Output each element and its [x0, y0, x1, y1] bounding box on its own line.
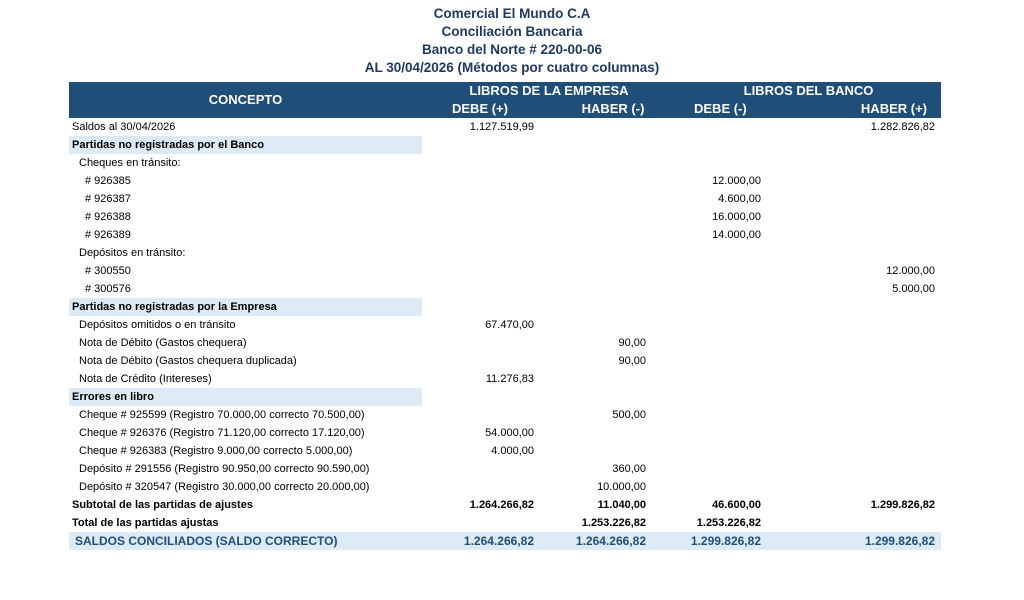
table-row	[69, 334, 941, 352]
cell-e-debe: 4.000,00	[491, 445, 534, 457]
reconciliation-table	[69, 82, 941, 550]
cell-b-haber	[811, 424, 941, 442]
cell-b-haber	[811, 460, 941, 478]
cell-b-debe	[676, 334, 811, 352]
cell-b-haber: 12.000,00	[886, 265, 936, 277]
cell-b-debe	[676, 352, 811, 370]
cell-e-haber: 1.253.226,82	[581, 517, 646, 529]
cell-e-haber	[550, 370, 676, 388]
cell-b-haber: 5.000,00	[892, 283, 936, 295]
cell-b-haber	[811, 334, 941, 352]
cell-e-debe: 1.264.266,82	[422, 532, 550, 550]
cell-e-haber	[550, 244, 676, 262]
cell-b-debe: 12.000,00	[712, 175, 761, 187]
column-header-concept: CONCEPTO	[69, 82, 422, 118]
cell-e-haber	[550, 388, 676, 406]
row-label: Errores en libro	[69, 388, 422, 406]
column-header-empresa-debe: DEBE (+)	[422, 100, 550, 118]
table-row	[69, 460, 941, 478]
cell-e-debe	[422, 136, 550, 154]
row-label: # 926385	[85, 175, 131, 187]
cell-e-haber	[550, 208, 676, 226]
cell-e-haber	[550, 136, 676, 154]
table-row	[69, 514, 941, 532]
table-row	[69, 352, 941, 370]
cell-b-haber	[811, 154, 941, 172]
cell-e-debe	[422, 514, 550, 532]
table-row	[69, 280, 941, 298]
cell-b-haber	[811, 514, 941, 532]
cell-e-debe: 54.000,00	[485, 427, 534, 439]
final-row	[69, 532, 941, 550]
cell-b-debe	[676, 370, 811, 388]
cell-e-haber	[550, 172, 676, 190]
table-row	[69, 496, 941, 514]
cell-e-haber: 360,00	[612, 463, 646, 475]
section-row	[69, 388, 941, 406]
table-row	[69, 208, 941, 226]
cell-e-haber	[550, 226, 676, 244]
table-row	[69, 424, 941, 442]
table-row	[69, 262, 941, 280]
row-label: # 300550	[85, 265, 131, 277]
cell-b-debe	[676, 244, 811, 262]
cell-b-haber	[811, 406, 941, 424]
column-header-libros-empresa: LIBROS DE LA EMPRESA	[422, 82, 676, 100]
report-period: AL 30/04/2026 (Métodos por cuatro columnas)	[364, 60, 660, 75]
row-label: Depósitos en tránsito:	[79, 247, 186, 259]
cell-e-haber: 90,00	[618, 355, 646, 367]
cell-b-debe	[676, 154, 811, 172]
table-row	[69, 226, 941, 244]
cell-e-debe	[422, 334, 550, 352]
table-row	[69, 190, 941, 208]
row-label: # 926387	[85, 193, 131, 205]
cell-b-haber: 1.299.826,82	[870, 499, 936, 511]
cell-b-debe	[676, 460, 811, 478]
report-header	[0, 5, 1024, 77]
row-label: # 926388	[85, 211, 131, 223]
cell-b-debe	[676, 280, 811, 298]
cell-e-debe	[422, 154, 550, 172]
row-label: Depósito # 291556 (Registro 90.950,00 correcto 90.590,00)	[79, 463, 370, 475]
cell-b-debe: 46.600,00	[712, 499, 761, 511]
section-row	[69, 298, 941, 316]
table-row	[69, 370, 941, 388]
cell-b-haber	[811, 370, 941, 388]
cell-b-debe: 16.000,00	[712, 211, 761, 223]
cell-e-debe	[422, 478, 550, 496]
cell-b-haber	[811, 136, 941, 154]
cell-b-debe	[676, 298, 811, 316]
cell-b-haber	[811, 244, 941, 262]
header-row-1	[69, 82, 941, 100]
row-label: Nota de Crédito (Intereses)	[79, 373, 212, 385]
cell-e-debe	[422, 388, 550, 406]
cell-e-haber: 1.264.266,82	[550, 532, 676, 550]
row-label: Nota de Débito (Gastos chequera duplicada)	[79, 355, 297, 367]
cell-e-haber	[550, 316, 676, 334]
cell-b-debe: 1.299.826,82	[676, 532, 811, 550]
table-row	[69, 172, 941, 190]
cell-b-haber	[811, 316, 941, 334]
cell-e-haber	[550, 262, 676, 280]
cell-b-haber	[811, 226, 941, 244]
row-label: Subtotal de las partidas de ajustes	[72, 499, 253, 511]
row-label: Partidas no registradas por el Banco	[69, 136, 422, 154]
cell-e-debe	[422, 298, 550, 316]
cell-b-debe	[676, 388, 811, 406]
cell-b-debe	[676, 118, 811, 136]
cell-e-haber	[550, 154, 676, 172]
cell-b-debe	[676, 136, 811, 154]
cell-b-debe	[676, 316, 811, 334]
cell-e-debe	[422, 172, 550, 190]
cell-b-debe: 4.600,00	[718, 193, 761, 205]
report-title: Conciliación Bancaria	[441, 24, 583, 39]
table-row	[69, 442, 941, 460]
row-label: # 300576	[85, 283, 131, 295]
column-header-empresa-haber: HABER (-)	[550, 100, 676, 118]
cell-e-haber	[550, 280, 676, 298]
cell-b-haber	[811, 172, 941, 190]
cell-b-debe	[676, 262, 811, 280]
cell-e-haber: 10.000,00	[597, 481, 646, 493]
cell-b-haber: 1.282.826,82	[870, 121, 936, 133]
column-header-banco-haber: HABER (+)	[811, 100, 941, 118]
cell-e-debe	[422, 262, 550, 280]
cell-b-debe	[676, 478, 811, 496]
cell-e-debe	[422, 244, 550, 262]
row-label: Depósitos omitidos o en tránsito	[79, 319, 236, 331]
cell-b-debe: 1.253.226,82	[696, 517, 761, 529]
cell-e-debe	[422, 226, 550, 244]
table-row	[69, 244, 941, 262]
cell-e-debe: 11.276,83	[485, 373, 534, 385]
row-label: # 926389	[85, 229, 131, 241]
table-body	[69, 118, 941, 550]
table-row	[69, 154, 941, 172]
cell-b-haber	[811, 190, 941, 208]
cell-b-debe: 14.000,00	[712, 229, 761, 241]
row-label: Cheque # 926376 (Registro 71.120,00 correcto 17.120,00)	[79, 427, 365, 439]
cell-e-haber	[550, 190, 676, 208]
row-label: Depósito # 320547 (Registro 30.000,00 correcto 20.000,00)	[79, 481, 370, 493]
cell-e-debe: 1.127.519,99	[469, 121, 534, 133]
table-row	[69, 478, 941, 496]
cell-e-debe	[422, 352, 550, 370]
table-row	[69, 316, 941, 334]
cell-b-haber	[811, 352, 941, 370]
cell-e-debe: 67.470,00	[485, 319, 534, 331]
row-label: Partidas no registradas por la Empresa	[69, 298, 422, 316]
cell-e-debe	[422, 208, 550, 226]
cell-b-haber	[811, 478, 941, 496]
cell-e-haber	[550, 298, 676, 316]
row-label: Total de las partidas ajustas	[72, 517, 219, 529]
cell-e-haber: 11.040,00	[597, 499, 646, 511]
column-header-banco-debe: DEBE (-)	[676, 100, 811, 118]
cell-e-haber: 500,00	[612, 409, 646, 421]
row-label: Cheque # 926383 (Registro 9.000,00 correcto 5.000,00)	[79, 445, 353, 457]
cell-b-haber	[811, 442, 941, 460]
cell-e-haber	[550, 442, 676, 460]
cell-b-debe	[676, 442, 811, 460]
cell-e-haber: 90,00	[618, 337, 646, 349]
cell-e-debe	[422, 460, 550, 478]
bank-account: Banco del Norte # 220-00-06	[421, 42, 603, 57]
cell-e-haber	[550, 118, 676, 136]
column-header-libros-banco: LIBROS DEL BANCO	[676, 82, 941, 100]
cell-b-haber	[811, 208, 941, 226]
section-row	[69, 136, 941, 154]
cell-b-haber	[811, 298, 941, 316]
cell-b-haber: 1.299.826,82	[811, 532, 941, 550]
cell-e-debe	[422, 280, 550, 298]
table-row	[69, 118, 941, 136]
row-label: Cheques en tránsito:	[79, 157, 181, 169]
row-label: Nota de Débito (Gastos chequera)	[79, 337, 247, 349]
cell-b-haber	[811, 388, 941, 406]
row-label: SALDOS CONCILIADOS (SALDO CORRECTO)	[69, 532, 422, 550]
cell-e-debe	[422, 190, 550, 208]
cell-e-debe	[422, 406, 550, 424]
company-name: Comercial El Mundo C.A	[433, 6, 591, 21]
cell-b-debe	[676, 424, 811, 442]
cell-e-debe: 1.264.266,82	[469, 499, 534, 511]
row-label: Cheque # 925599 (Registro 70.000,00 correcto 70.500,00)	[79, 409, 365, 421]
cell-b-debe	[676, 406, 811, 424]
table-row	[69, 406, 941, 424]
cell-e-haber	[550, 424, 676, 442]
row-label: Saldos al 30/04/2026	[72, 121, 176, 133]
